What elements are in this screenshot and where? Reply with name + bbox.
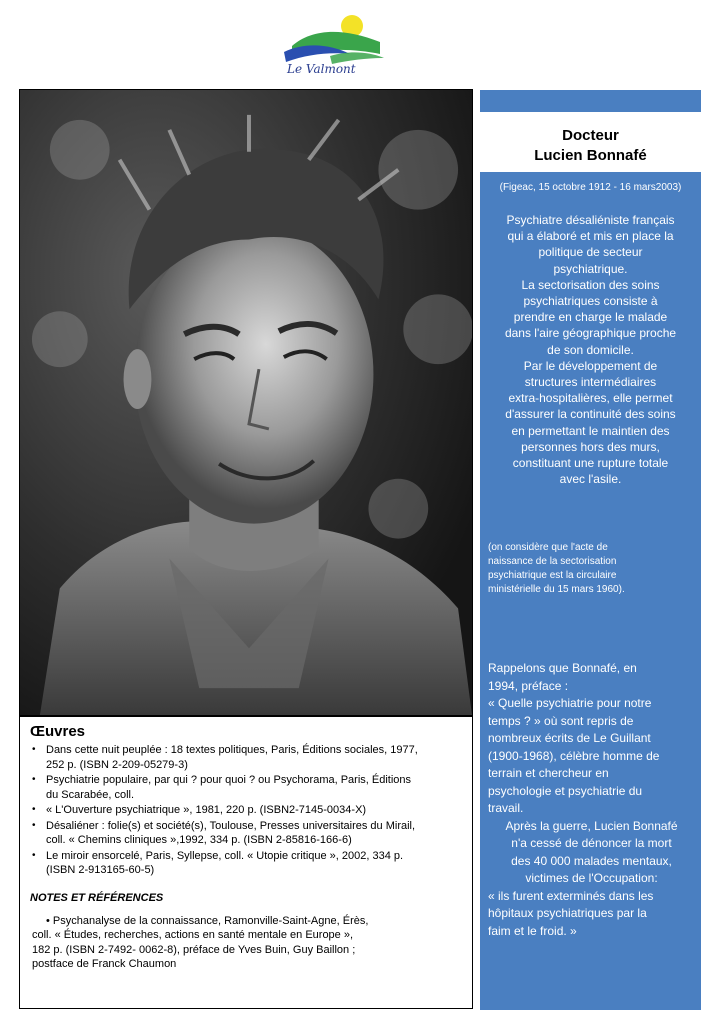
works-item-line: • Le miroir ensorcelé, Paris, Syllepse, coll. « Utopie critique », 2002, 334 p. (46, 849, 404, 862)
text-line: d'assurer la continuité des soins (505, 407, 676, 422)
works-item (30, 773, 462, 802)
works-box (19, 716, 473, 1009)
works-item (30, 849, 462, 878)
notes-title: NOTES ET RÉFÉRENCES (30, 891, 164, 904)
works-item-line: 252 p. (ISBN 2-209-05279-3) (46, 758, 188, 771)
rappel-text (488, 660, 695, 940)
name-full: Lucien Bonnafé (534, 147, 647, 164)
text-line: politique de secteur (538, 245, 643, 260)
works-item-line: • « L'Ouverture psychiatrique », 1981, 220 p. (ISBN2-7145-0034-X) (46, 804, 367, 816)
header-bar (480, 90, 701, 112)
text-line: (on considère que l'acte de (488, 542, 608, 553)
text-line: psychiatriques consiste à (523, 294, 658, 309)
birth-death-dates: (Figeac, 15 octobre 1912 - 16 mars2003) (499, 182, 682, 193)
text-line: « ils furent exterminés dans les (488, 888, 654, 903)
reference-line: postface de Franck Chaumon (32, 958, 177, 970)
text-line: travail. (488, 801, 524, 815)
text-line: ministérielle du 15 mars 1960). (488, 584, 625, 595)
logo-text: Le Valmont (287, 62, 356, 76)
reference-text (30, 914, 462, 972)
works-item-line: • Désaliéner : folie(s) et société(s), Toulouse, Presses universitaires du Mirail, (46, 819, 416, 832)
name-box (480, 112, 701, 172)
text-line: nombreux écrits de Le Guillant (488, 731, 651, 745)
reference-line: 182 p. (ISBN 2-7492- 0062-8), préface de Yves Buin, Guy Baillon ; (32, 943, 356, 956)
works-item (30, 743, 462, 772)
text-line: constituant une rupture totale (512, 456, 669, 471)
text-line: Rappelons que Bonnafé, en (488, 661, 637, 675)
reference-line: coll. « Études, recherches, actions en santé mentale en Europe », (32, 929, 354, 941)
bio-note (486, 541, 695, 597)
text-line: psychiatrique. (553, 261, 628, 276)
text-line: qui a élaboré et mis en place la (507, 229, 674, 244)
works-item-line: coll. « Chemins cliniques »,1992, 334 p. (ISBN 2-85816-166-6) (46, 834, 352, 846)
text-line: Après la guerre, Lucien Bonnafé (505, 818, 678, 833)
text-line: faim et le froid. » (488, 923, 577, 938)
text-line: hôpitaux psychiatriques par la (488, 906, 647, 920)
text-line: en permettant le maintien des (511, 423, 670, 438)
works-item-line: • Dans cette nuit peuplée : 18 textes politiques, Paris, Éditions sociales, 1977, (46, 744, 418, 756)
text-line: psychologie et psychiatrie du (488, 783, 643, 798)
text-line: 1994, préface : (488, 678, 569, 693)
works-item-line: • Psychiatrie populaire, par qui ? pour quoi ? ou Psychorama, Paris, Éditions (46, 774, 412, 786)
text-line: terrain et chercheur en (488, 766, 609, 780)
text-line: victimes de l'Occupation: (525, 871, 658, 885)
works-title: Œuvres (30, 723, 86, 740)
works-item (30, 819, 462, 848)
bio-text (486, 212, 695, 487)
text-line: temps ? » où sont repris de (488, 713, 634, 728)
text-line: dans l'aire géographique proche (504, 326, 677, 341)
works-list (30, 743, 462, 878)
portrait-image (20, 90, 472, 715)
text-line: « Quelle psychiatrie pour notre (488, 696, 652, 710)
reference-line: • Psychanalyse de la connaissance, Ramonville-Saint-Agne, Érès, (46, 914, 369, 927)
text-line: des 40 000 malades mentaux, (511, 853, 672, 868)
portrait-photo (19, 89, 473, 716)
text-line: Par le développement de (523, 358, 658, 373)
works-item (30, 803, 462, 818)
text-line: Psychiatre désaliéniste français (506, 213, 675, 227)
text-line: personnes hors des murs, (521, 439, 660, 454)
text-line: La sectorisation des soins (521, 277, 660, 292)
name-title: Docteur (562, 127, 619, 144)
text-line: de son domicile. (547, 342, 634, 357)
text-line: (1900-1968), célèbre homme de (488, 748, 660, 763)
bio-panel (480, 172, 701, 1010)
text-line: prendre en charge le malade (513, 310, 668, 325)
text-line: extra-hospitalières, elle permet (508, 391, 673, 406)
text-line: psychiatrique est la circulaire (488, 570, 617, 581)
text-line: naissance de la sectorisation (488, 556, 617, 567)
text-line: structures intermédiaires (524, 375, 657, 390)
works-item-line: (ISBN 2-913165-60-5) (46, 864, 155, 876)
text-line: avec l'asile. (559, 472, 622, 487)
text-line: n'a cessé de dénoncer la mort (511, 836, 672, 850)
works-item-line: du Scarabée, coll. (46, 788, 135, 801)
